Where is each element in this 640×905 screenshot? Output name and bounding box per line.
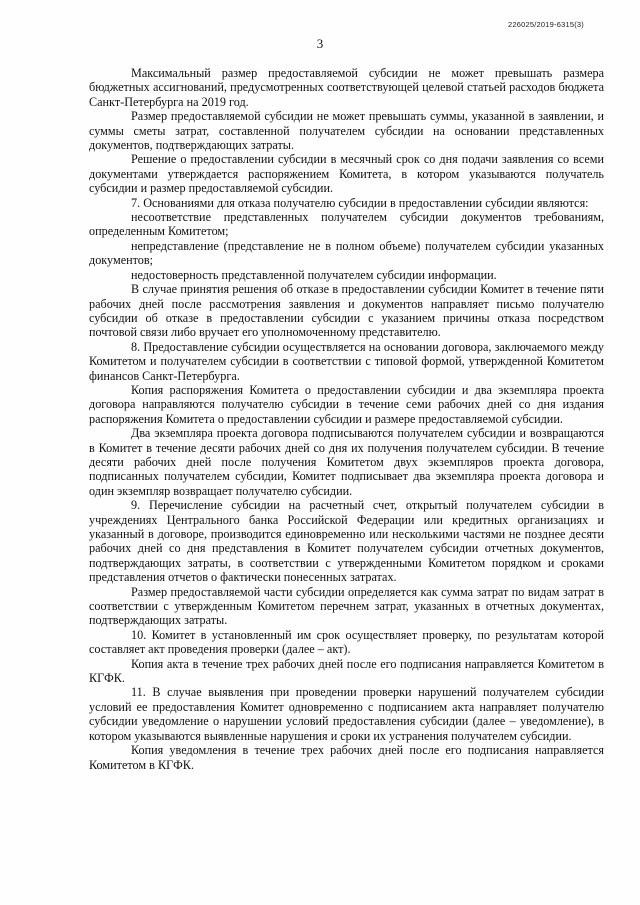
paragraph-violations: 11. В случае выявления при проведении проверки нарушений получателем субсидии условий ее предоставления Комитет одновременно с подписанием акта направляет получателю субсидии уведомление о нарушении условий предоставления субсидии (далее – уведомление), в котором указываются выявленные нарушения и сроки их устранения получателем субсидии.	[89, 685, 604, 743]
paragraph-refusal-grounds: 7. Основаниями для отказа получателю субсидии в предоставлении субсидии являются:	[131, 195, 589, 210]
paragraph-refusal-item-3: недостоверность представленной получателем субсидии информации.	[131, 267, 497, 282]
paragraph-inspection: 10. Комитет в установленный им срок осуществляет проверку, по результатам которой составляет акт проведения проверки (далее – акт).	[89, 627, 604, 657]
document-body	[89, 66, 604, 772]
paragraph-notice-copy: Копия уведомления в течение трех рабочих дней после его подписания направляется Комитетом в КГФК.	[89, 743, 604, 772]
paragraph-contract-basis: 8. Предоставление субсидии осуществляется на основании договора, заключаемого между Комитетом и получателем субсидии в соответствии с типовой формой, утвержденной Комитетом финансов Санкт-Петербурга.	[89, 339, 604, 383]
document-reference-number: 226025/2019-6315(3)	[508, 20, 584, 29]
paragraph-subsidy-size: Размер предоставляемой субсидии не может превышать суммы, указанной в заявлении, и суммы сметы затрат, составленной получателем субсидии на основании представленных документов, подтверждающих затраты.	[89, 109, 604, 153]
paragraph-decision: Решение о предоставлении субсидии в месячный срок со дня подачи заявления со всеми документами утверждается распоряжением Комитета, в котором указываются получатель субсидии и размер предоставляемой субсидии.	[89, 152, 604, 196]
paragraph-refusal-notice: В случае принятия решения об отказе в предоставлении субсидии Комитет в течение пяти рабочих дней после рассмотрения заявления и документов направляет письмо получателю субсидии об отказе в предоставлении субсидии с указанием причины отказа посредством почтовой связи либо вручает его уполномоченному представителю.	[89, 282, 604, 340]
page-number: 3	[316, 36, 324, 51]
paragraph-act-copy: Копия акта в течение трех рабочих дней после его подписания направляется Комитетом в КГФК.	[89, 656, 604, 686]
paragraph-part-size: Размер предоставляемой части субсидии определяется как сумма затрат по видам затрат в соответствии с утвержденным Комитетом перечнем затрат, указанных в отчетных документах, подтверждающих затраты.	[89, 584, 604, 628]
paragraph-contract-signing: Два экземпляра проекта договора подписываются получателем субсидии и возвращаются в Комитет в течение десяти рабочих дней со дня их получения получателем субсидии. В течение десяти рабочих дней после получения Комитетом двух экземпляров проекта договора, подписанных получателем субсидии, Комитет подписывает два экземпляра проекта договора и один экземпляр возвращает получателю субсидии.	[89, 426, 604, 498]
paragraph-refusal-item-2: непредставление (представление не в полном объеме) получателем субсидии указанных документов;	[89, 238, 604, 268]
paragraph-transfer: 9. Перечисление субсидии на расчетный счет, открытый получателем субсидии в учреждениях Центрального банка Российской Федерации или кредитных организациях и указанный в договоре, производится единовременно или несколькими частями не позднее десяти рабочих дней со дня представления в Комитет получателем субсидии отчетных документов, подтверждающих затраты, в соответствии с утвержденными Комитетом порядком и сроками представления отчетов о фактически понесенных затратах.	[89, 498, 604, 585]
paragraph-refusal-item-1: несоответствие представленных получателем субсидии документов требованиям, определенным Комитетом;	[89, 210, 604, 239]
paragraph-order-copy: Копия распоряжения Комитета о предоставлении субсидии и два экземпляра проекта договора направляются получателю субсидии в течение семи рабочих дней со дня издания распоряжения Комитета о предоставлении субсидии и размере предоставляемой субсидии.	[89, 382, 604, 426]
paragraph-max-subsidy: Максимальный размер предоставляемой субсидии не может превышать размера бюджетных ассигнований, предусмотренных соответствующей целевой статьей расходов бюджета Санкт-Петербурга на 2019 год.	[89, 66, 604, 109]
